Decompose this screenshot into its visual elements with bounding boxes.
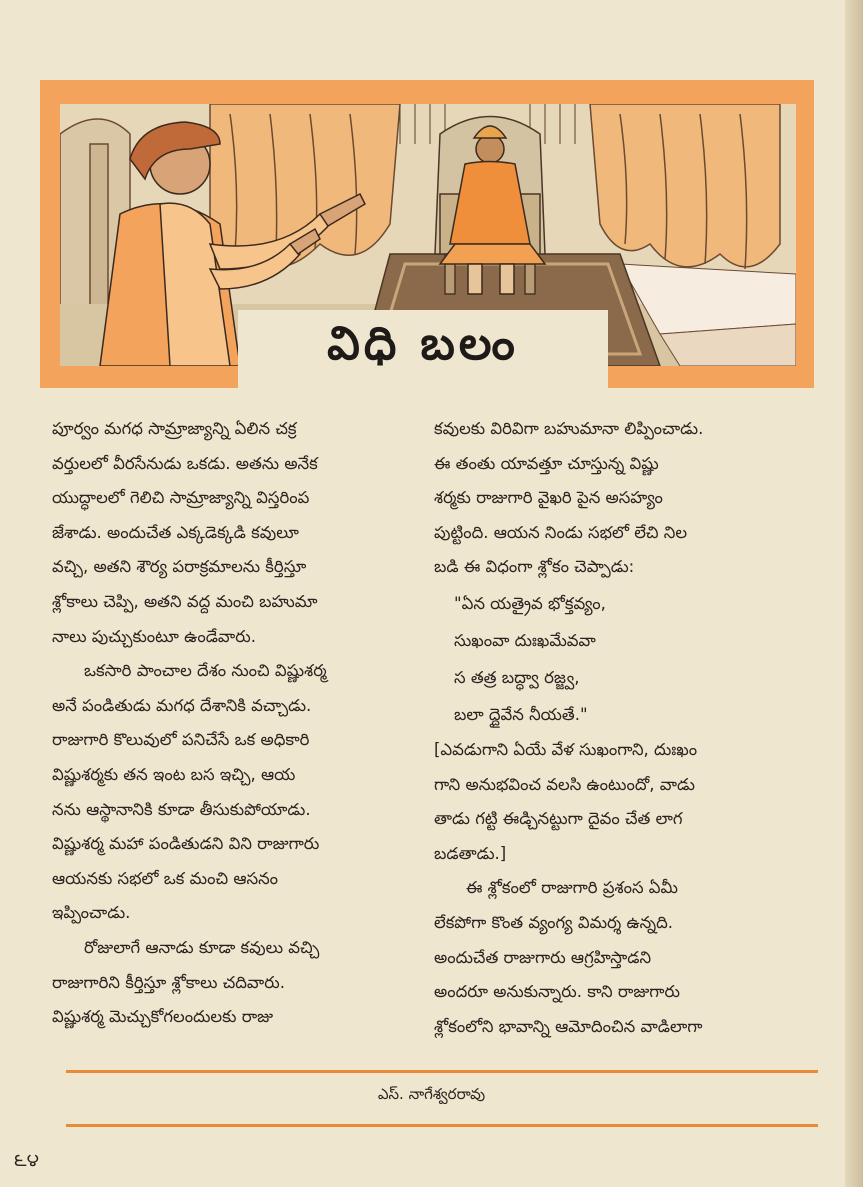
text-line: నాలు పుచ్చుకుంటూ ఉండేవారు.: [52, 626, 256, 646]
text-line: లేకపోగా కొంత వ్యంగ్య విమర్శ ఉన్నది.: [434, 912, 674, 932]
text-line: శ్లోకంలోని భావాన్ని ఆమోదించిన వాడిలాగా: [434, 1016, 703, 1036]
text-line: విష్ణుశర్మ మహా పండితుడని విని రాజుగారు: [52, 834, 320, 854]
translation-line: గాని అనుభవించ వలసి ఉంటుందో, వాడు: [434, 774, 695, 794]
text-line: బడి ఈ విధంగా శ్లోకం చెప్పాడు:: [434, 557, 635, 577]
right-column: [434, 412, 819, 1044]
text-line: రాజుగారి కొలువులో పనిచేసే ఒక అధికారి: [52, 730, 310, 750]
curtain-right: [590, 104, 780, 269]
page-number: ౬౪: [14, 1150, 39, 1171]
verse-line: స తత్ర బద్ధ్వా రజ్జ్వ,: [454, 667, 580, 687]
page-edge: [845, 0, 863, 1187]
footer-rule-bottom: [66, 1124, 818, 1127]
text-line: విష్ణుశర్మ మెచ్చుకోగలందులకు రాజు: [52, 1007, 274, 1027]
text-line: అందుచేత రాజుగారు ఆగ్రహిస్తాడని: [434, 947, 652, 967]
text-line: రాజుగారిని కీర్తిస్తూ శ్లోకాలు చదివారు.: [52, 972, 285, 992]
text-line: ఇప్పించాడు.: [52, 903, 131, 923]
text-line: విష్ణుశర్మకు తన ఇంట బస ఇచ్చి, ఆయ: [52, 764, 296, 784]
text-line: అనే పండితుడు మగధ దేశానికి వచ్చాడు.: [52, 695, 312, 715]
left-column: [52, 412, 428, 1035]
text-line: పూర్వం మగధ సామ్రాజ్యాన్ని ఏలిన చక్ర: [52, 419, 297, 438]
text-line: రోజులాగే ఆనాడు కూడా కవులు వచ్చి: [84, 937, 320, 957]
text-line: ఈ తంతు యావత్తూ చూస్తున్న విష్ణు: [434, 453, 659, 473]
text-line: అందరూ అనుకున్నారు. కాని రాజుగారు: [434, 982, 680, 1002]
verse-line: సుఖంవా దుఃఖమేవవా: [454, 630, 596, 650]
translation-line: [ఎవడుగాని ఏయే వేళ సుఖంగాని, దుఃఖం: [434, 739, 698, 759]
verse-line: "ఏన యత్రైవ భోక్తవ్యం,: [454, 593, 606, 613]
author-name: ఎస్. నాగేశ్వరరావు: [377, 1085, 486, 1103]
text-line: ఆయనకు సభలో ఒక మంచి ఆసనం: [52, 868, 279, 888]
text-line: నను ఆస్థానానికి కూడా తీసుకుపోయాడు.: [52, 799, 311, 819]
text-line: యుద్ధాలలో గెలిచి సామ్రాజ్యాన్ని విస్తరింప: [52, 488, 310, 508]
story-title: విధి బలం: [327, 316, 519, 370]
text-line: శ్లోకాలు చెప్పి, అతని వద్ద మంచి బహుమా: [52, 591, 318, 611]
verse-line: బలా ద్దైవేన నీయతే.": [454, 704, 588, 724]
text-line: ఒకసారి పాంచాల దేశం నుంచి విష్ణుశర్మ: [84, 661, 327, 681]
text-line: శర్మకు రాజుగారి వైఖరి పైన అసహ్యం: [434, 488, 663, 508]
title-box: [238, 310, 608, 388]
text-line: ఈ శ్లోకంలో రాజుగారి ప్రశంస ఏమీ: [466, 878, 678, 898]
translation-line: బడతాడు.]: [434, 843, 507, 863]
translation-line: తాడు గట్టి ఈడ్చినట్టుగా దైవం చేత లాగ: [434, 809, 683, 829]
sanskrit-verse: [434, 585, 819, 733]
text-line: వచ్చి, అతని శౌర్య పరాక్రమాలను కీర్తిస్తూ: [52, 557, 307, 577]
text-line: వర్తులలో వీరసేనుడు ఒకడు. అతను అనేక: [52, 453, 318, 473]
text-line: జేశాడు. అందుచేత ఎక్కడెక్కడి కవులూ: [52, 522, 299, 542]
text-line: పుట్టింది. ఆయన నిండు సభలో లేచి నిల: [434, 522, 688, 542]
footer-rule-top: [66, 1070, 818, 1073]
text-line: కవులకు విరివిగా బహుమానా లిప్పించాడు.: [434, 419, 704, 438]
